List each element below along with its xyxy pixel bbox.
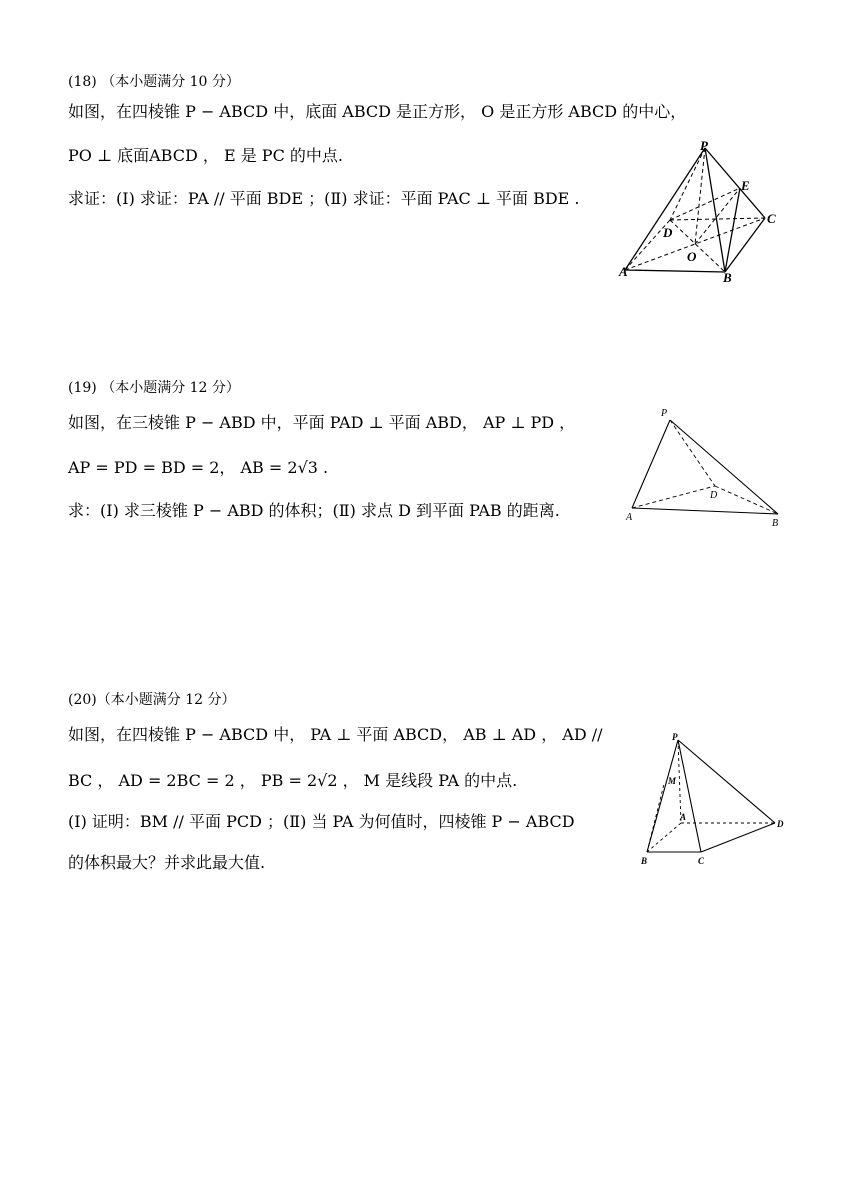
vertex-label-d: D — [777, 819, 784, 829]
vertex-label-c: C — [767, 211, 776, 226]
vertex-label-a: A — [626, 512, 633, 523]
problem-text-line: 求证：(Ⅰ) 求证：PA // 平面 BDE ；(Ⅱ) 求证：平面 PAC ⊥ 平面 BDE . — [68, 189, 580, 208]
vertex-label-e: E — [741, 178, 750, 193]
vertex-label-c: C — [698, 856, 705, 866]
pyramid-figure-20 — [635, 728, 795, 870]
vertex-label-o: O — [687, 249, 697, 264]
problem-text-line: 求：(Ⅰ) 求三棱锥 P − ABD 的体积；(Ⅱ) 求点 D 到平面 PAB 的距离. — [68, 501, 560, 520]
problem-header: (18) （本小题满分 10 分） — [68, 74, 240, 90]
vertex-label-p: P — [661, 408, 668, 419]
problem-text-line: (Ⅰ) 证明：BM // 平面 PCD ；(Ⅱ) 当 PA 为何值时，四棱锥 P − ABCD — [68, 812, 575, 831]
vertex-label-b: B — [772, 518, 779, 529]
vertex-label-b: B — [723, 270, 732, 285]
vertex-label-p: P — [700, 138, 708, 153]
problem-text-line: 如图，在四棱锥 P − ABCD 中，底面 ABCD 是正方形， O 是正方形 ABCD 的中心， — [68, 102, 687, 121]
problem-text-line: AP = PD = BD = 2， AB = 2√3 . — [68, 458, 329, 477]
problem-text-line: PO ⊥ 底面ABCD ， E 是 PC 的中点. — [68, 146, 343, 165]
vertex-label-a: A — [619, 264, 628, 279]
pyramid-figure-19 — [620, 402, 790, 532]
problem-text-line: 如图，在三棱锥 P − ABD 中，平面 PAD ⊥ 平面 ABD， AP ⊥ PD ， — [68, 413, 576, 432]
problem-text-line: 的体积最大？并求此最大值. — [68, 853, 266, 872]
vertex-label-a: A — [680, 812, 687, 822]
vertex-label-m: M — [668, 776, 677, 786]
pyramid-figure-18 — [615, 138, 785, 288]
problem-text-line: 如图，在四棱锥 P − ABCD 中， PA ⊥ 平面 ABCD， AB ⊥ AD ， AD // — [68, 725, 603, 744]
vertex-label-d: D — [663, 225, 673, 240]
vertex-label-p: P — [672, 732, 678, 742]
problem-header: (19) （本小题满分 12 分） — [68, 380, 240, 396]
problem-text-line: BC ， AD = 2BC = 2 ， PB = 2√2 ， M 是线段 PA 的中点. — [68, 771, 518, 790]
vertex-label-b: B — [641, 856, 648, 866]
vertex-label-d: D — [710, 490, 718, 501]
problem-header: (20)（本小题满分 12 分） — [68, 692, 236, 708]
